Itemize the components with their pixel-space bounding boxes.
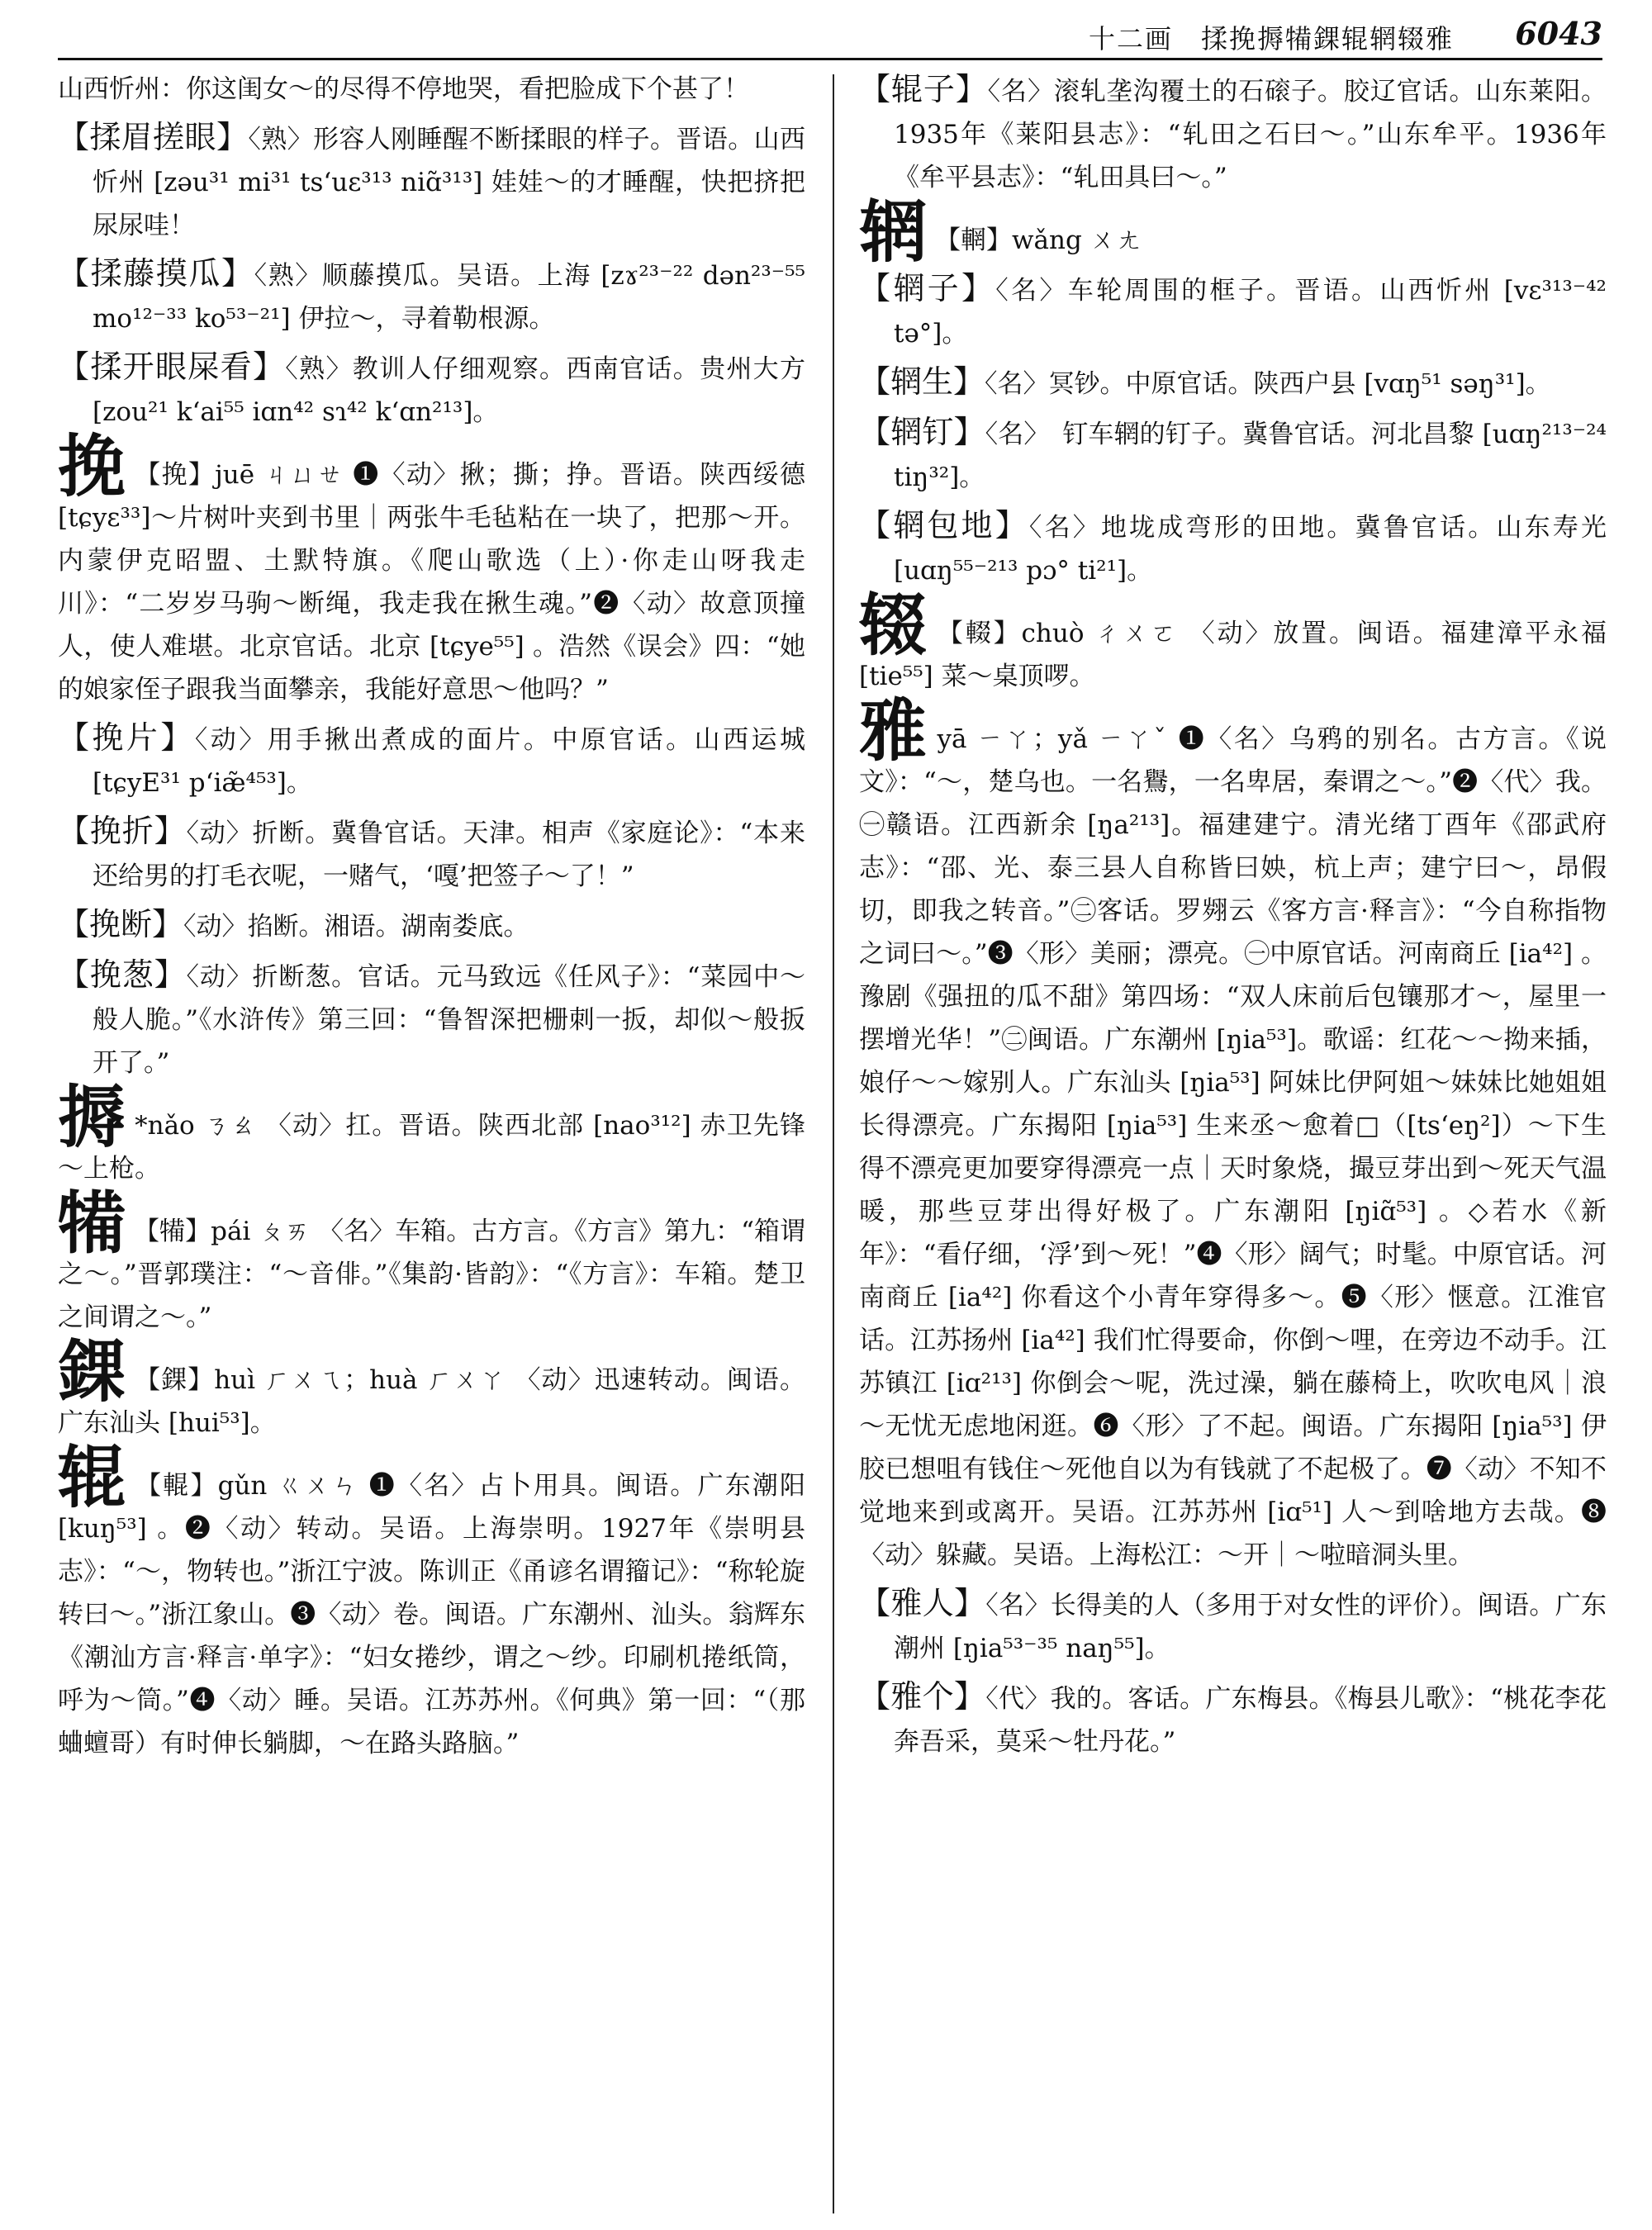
entry-body: 〈熟〉教训人仔细观察。西南官话。贵州大方 [zou²¹ kʻai⁵⁵ iɑn⁴² sɿ⁴² kʻɑn²¹³]。	[93, 354, 805, 427]
compound-entry	[58, 252, 805, 340]
entry-headword: 挽	[58, 428, 127, 506]
char-entry	[58, 428, 805, 711]
column-divider	[833, 74, 834, 2213]
entry-headword: 【挽葱】	[58, 956, 187, 993]
right-column	[859, 68, 1607, 2213]
left-column	[58, 68, 805, 2213]
compound-entry	[58, 116, 805, 247]
compound-entry	[859, 1582, 1607, 1670]
entry-headword: 【挽断】	[58, 906, 184, 942]
page-header	[58, 8, 1602, 60]
running-head: 十二画 揉挽搙犕錁辊辋辍雅	[1088, 23, 1454, 55]
entry-body: 〈动〉折断葱。官话。元马致远《任风子》：“菜园中～般人脆。”《水浒传》第三回：“鲁智深把栅刺一扳，却似～般扳开了。”	[93, 962, 805, 1078]
entry-body: 〈动〉折断。冀鲁官话。天津。相声《家庭论》：“本来还给男的打毛衣呢，一赌气，‘嘎’把签子～了！”	[93, 818, 805, 891]
entry-body: 〈名〉冥钞。中原官话。陕西户县 [vɑŋ⁵¹ səŋ³¹]。	[985, 369, 1551, 399]
entry-body: 〈名〉车轮周围的框子。晋语。山西忻州 [vɛ³¹³⁻⁴² tə°]。	[894, 276, 1607, 349]
char-entry	[58, 1439, 805, 1765]
compound-entry	[58, 716, 805, 804]
char-entry	[58, 1184, 805, 1339]
entry-body: 【犕】pái ㄆㄞ 〈名〉车箱。古方言。《方言》第九：“箱谓之～。”晋郭璞注：“～音俳。”《集韵·皆韵》：“《方言》：车箱。楚卫之间谓之～。”	[58, 1217, 805, 1332]
entry-headword: 【辊子】	[859, 71, 988, 107]
char-entry	[58, 1333, 805, 1445]
entry-body: 〈名〉地垅成弯形的田地。冀鲁官话。山东寿光 [uɑŋ⁵⁵⁻²¹³ pɔ° ti²¹]。	[894, 513, 1607, 586]
page-number: 6043	[1515, 15, 1602, 52]
entry-headword: 辍	[859, 586, 929, 665]
entry-headword: 【辋生】	[859, 363, 985, 400]
compound-entry	[58, 809, 805, 898]
entry-headword: 【雅个】	[859, 1678, 986, 1715]
compound-entry	[859, 267, 1607, 355]
compound-entry	[859, 1675, 1607, 1763]
compound-entry	[859, 410, 1607, 499]
entry-headword: 【揉藤摸瓜】	[58, 255, 254, 292]
continuation-text	[58, 68, 805, 111]
compound-entry	[58, 345, 805, 434]
compound-entry	[859, 360, 1607, 406]
compound-entry	[859, 504, 1607, 592]
entry-body: 〈名〉滚轧垄沟覆土的石磙子。胶辽官话。山东莱阳。1935年《莱阳县志》：“轧田之石曰～。”山东牟平。1936年《牟平县志》：“轧田具曰～。”	[894, 77, 1607, 192]
compound-entry	[58, 903, 805, 948]
entry-headword: 【辋钉】	[859, 414, 985, 450]
char-entry	[859, 193, 1607, 272]
entry-body: 【錁】huì ㄏㄨㄟ；huà ㄏㄨㄚ 〈动〉迅速转动。闽语。广东汕头 [hui⁵³]。	[58, 1365, 805, 1438]
entry-headword: 【辋包地】	[859, 507, 1029, 543]
entry-body: 〈熟〉顺藤摸瓜。吴语。上海 [zɤ²³⁻²² dən²³⁻⁵⁵ mo¹²⁻³³ ko⁵³⁻²¹] 伊拉～，寻着勒根源。	[93, 261, 805, 334]
entry-headword: 犕	[58, 1184, 126, 1263]
entry-body: 【輞】wǎng ㄨㄤ	[935, 225, 1142, 255]
char-entry	[859, 586, 1607, 698]
entry-body: 〈代〉我的。客话。广东梅县。《梅县儿歌》：“桃花李花奔吾采，莫采～牡丹花。”	[894, 1684, 1607, 1757]
entry-body: yā ㄧㄚ；yǎ ㄧㄚˇ ❶〈名〉乌鸦的别名。古方言。《说文》：“～，楚乌也。一名鸒，一名卑居，秦谓之～。”❷〈代〉我。㊀赣语。江西新余 [ŋa²¹³]。福建建宁。清光绪丁酉年《邵武府志》：“邵、光、泰三县人自称皆曰姎，杭上声；建宁曰～，昂假切，即我之转音。”㊁客话。罗翙云《客方言·释言》：“今自称指物之词曰～。”❸〈形〉美丽；漂亮。㊀中原官话。河南商丘 [ia⁴²] 。豫剧《强扭的瓜不甜》第四场：“双人床前后包镶那才～，屋里一摆增光华！”㊁闽语。广东潮州 [ŋia⁵³]。歌谣：红花～～拗来插，娘仔～～嫁别人。广东汕头 [ŋia⁵³] 阿妹比伊阿姐～妹妹比她姐姐长得漂亮。广东揭阳 [ŋia⁵³] 生来丞～愈着□（[tsʻeŋ²]）～下生得不漂亮更加要穿得漂亮一点｜天时象烧，撮豆芽出到～死天气温暖，那些豆芽出得好极了。广东潮阳 [ŋiɑ̃⁵³] 。◇若水《新年》：“看仔细，‘浮’到～死！”❹〈形〉阔气；时髦。中原官话。河南商丘 [ia⁴²] 你看这个小青年穿得多～。❺〈形〉惬意。江淮官话。江苏扬州 [ia⁴²] 我们忙得要命，你倒～哩，在旁边不动手。江苏镇江 [iɑ²¹³] 你倒会～呢，洗过澡，躺在藤椅上，吹吹电风｜浪～无忧无虑地闲逛。❻〈形〉了不起。闽语。广东揭阳 [ŋia⁵³] 伊胶已想咀有钱住～死他自以为有钱就了不起极了。❼〈动〉不知不觉地来到或离开。吴语。江苏苏州 [iɑ⁵¹] 人～到啥地方去哉。❽〈动〉躲藏。吴语。上海松江：～开｜～啦暗洞头里。	[859, 724, 1607, 1570]
entry-headword: 【辋子】	[859, 270, 996, 306]
entry-body: *nǎo ㄋㄠ 〈动〉扛。晋语。陕西北部 [nao³¹²] 赤卫先锋～上枪。	[58, 1111, 805, 1184]
entry-headword: 辋	[859, 193, 928, 272]
char-entry	[859, 692, 1607, 1577]
entry-headword: 【雅人】	[859, 1585, 986, 1621]
entry-headword: 【揉开眼屎看】	[58, 349, 286, 385]
entry-body: 〈动〉用手揪出煮成的面片。中原官话。山西运城 [tɕyE³¹ pʻiæ̃⁴⁵³]。	[93, 725, 805, 798]
entry-body: 【輥】gǔn ㄍㄨㄣ ❶〈名〉占卜用具。闽语。广东潮阳 [kuŋ⁵³] 。❷〈动〉转动。吴语。上海崇明。1927年《崇明县志》：“～，物转也。”浙江宁波。陈训正《甬谚名谓籀记》：“称轮旋转曰～。”浙江象山。❸〈动〉卷。闽语。广东潮州、汕头。翁辉东《潮汕方言·释言·单字》：“妇女捲纱，谓之～纱。印刷机捲纸筒，呼为～筒。”❹〈动〉睡。吴语。江苏苏州。《何典》第一回：“（那蛐蟺哥）有时伸长躺脚，～在路头路脑。”	[58, 1471, 805, 1758]
entry-headword: 錁	[58, 1333, 127, 1412]
entry-headword: 雅	[859, 692, 929, 771]
entry-body: 山西忻州：你这闺女～的尽得不停地哭，看把脸成下个甚了！	[58, 74, 749, 104]
compound-entry	[859, 68, 1607, 199]
entry-body: 【挽】juē ㄐㄩㄝ ❶〈动〉揪；撕；挣。晋语。陕西绥德 [tɕyɛ³³]～片树叶夹到书里｜两张牛毛毡粘在一块了，把那～开。内蒙伊克昭盟、土默特旗。《爬山歌选（上）·你走山呀我走川》：“二岁岁马驹～断绳，我走我在揪生魂。”❷〈动〉故意顶撞人，使人难堪。北京官话。北京 [tɕye⁵⁵] 。浩然《误会》四：“她的娘家侄子跟我当面攀亲，我能好意思～他吗？”	[58, 460, 805, 705]
entry-headword: 【挽片】	[58, 719, 195, 756]
entry-body: 〈动〉掐断。湘语。湖南娄底。	[183, 912, 529, 942]
entry-body: 【輟】chuò ㄔㄨㄛ 〈动〉放置。闽语。福建漳平永福 [tie⁵⁵] 菜～桌顶啰。	[859, 619, 1607, 691]
entry-headword: 【挽折】	[58, 813, 187, 849]
entry-headword: 【揉眉搓眼】	[58, 119, 249, 155]
compound-entry	[58, 953, 805, 1084]
entry-body: 〈熟〉形容人刚睡醒不断揉眼的样子。晋语。山西忻州 [zəu³¹ mi³¹ tsʻuɛ³¹³ niɑ̃³¹³] 娃娃～的才睡醒，快把挤把尿尿哇！	[93, 125, 805, 240]
entry-body: 〈名〉 钉车辋的钉子。冀鲁官话。河北昌黎 [uɑŋ²¹³⁻²⁴ tiŋ³²]。	[894, 420, 1607, 492]
entry-body: 〈名〉长得美的人（多用于对女性的评价）。闽语。广东潮州 [ŋia⁵³⁻³⁵ naŋ⁵⁵]。	[894, 1591, 1607, 1663]
entry-headword: 辊	[58, 1439, 128, 1517]
entry-headword: 搙	[58, 1079, 127, 1157]
char-entry	[58, 1079, 805, 1190]
